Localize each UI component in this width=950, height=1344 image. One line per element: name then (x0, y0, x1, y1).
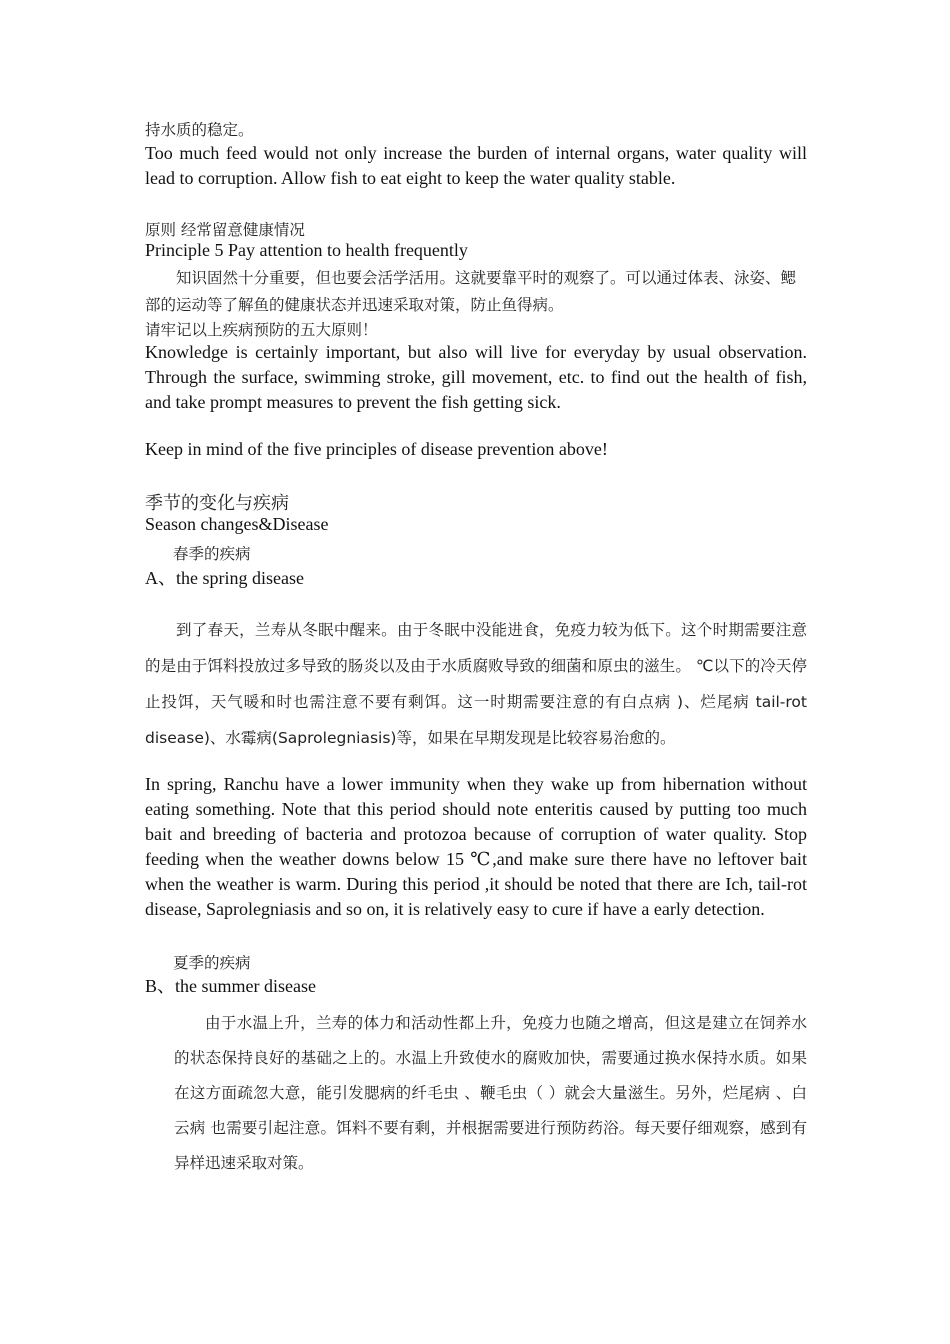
spring-en-title: A、the spring disease (145, 568, 304, 588)
season-zh-title: 季节的变化与疾病 (145, 493, 289, 514)
principle5-en-remember: Keep in mind of the five principles of disease prevention above! (145, 439, 608, 459)
water-zh-tail: 持水质的稳定。 (145, 121, 254, 139)
principle5-zh-body: 知识固然十分重要，但也要会活学活用。这就要靠平时的观察了。可以通过体表、泳姿、鳃部的运动等了解鱼的健康状态并迅速采取对策，防止鱼得病。 (145, 269, 797, 314)
principle5-en-body: Knowledge is certainly important, but also will live for everyday by usual observation. Through the surface, swimming stroke, gill movement, etc. to find out the health of fish, and take prompt measures to prevent the fish getting sick. (145, 342, 807, 412)
summer-zh-title: 夏季的疾病 (173, 954, 251, 972)
principle5-zh-title: 原则 经常留意健康情况 (145, 221, 305, 239)
summer-zh-body: 由于水温上升，兰寿的体力和活动性都上升，免疫力也随之增高，但这是建立在饲养水的状态保持良好的基础之上的。水温上升致使水的腐败加快，需要通过换水保持水质。如果在这方面疏忽大意，能引发腮病的纤毛虫 、鞭毛虫（ ）就会大量滋生。另外，烂尾病 、白云病 也需要引起注意。饵料不要有剩，并根据需要进行预防药浴。每天要仔细观察，感到有异样迅速采取对策。 (174, 1014, 807, 1172)
summer-en-title: B、the summer disease (145, 976, 316, 996)
principle5-en-title: Principle 5 Pay attention to health frequently (145, 240, 468, 260)
spring-en-body: In spring, Ranchu have a lower immunity when they wake up from hibernation without eating something. Note that this period should note enteritis caused by putting too much bait and breeding of bacteria and protozoa because of corruption of water quality. Stop feeding when the weather downs below 15 ℃,and make sure there have no leftover bait when the weather is warm. During this period ,it should be noted that there are Ich, tail-rot disease, Saprolegniasis and so on, it is relatively easy to cure if have a early detection. (145, 774, 807, 919)
spring-zh-body: 到了春天，兰寿从冬眠中醒来。由于冬眠中没能进食，免疫力较为低下。这个时期需要注意的是由于饵料投放过多导致的肠炎以及由于水质腐败导致的细菌和原虫的滋生。 ℃以下的冷天停止投饵，天气暖和时也需注意不要有剩饵。这一时期需要注意的有白点病 )、烂尾病 tail-rot disease)、水霉病(Saprolegniasis)等，如果在早期发现是比较容易治愈的。 (145, 621, 807, 747)
season-en-title: Season changes&Disease (145, 514, 329, 534)
water-en-paragraph: Too much feed would not only increase the burden of internal organs, water quality will lead to corruption. Allow fish to eat eight to keep the water quality stable. (145, 143, 807, 188)
principle5-zh-remember: 请牢记以上疾病预防的五大原则！ (145, 321, 378, 339)
spring-zh-title: 春季的疾病 (173, 545, 251, 563)
